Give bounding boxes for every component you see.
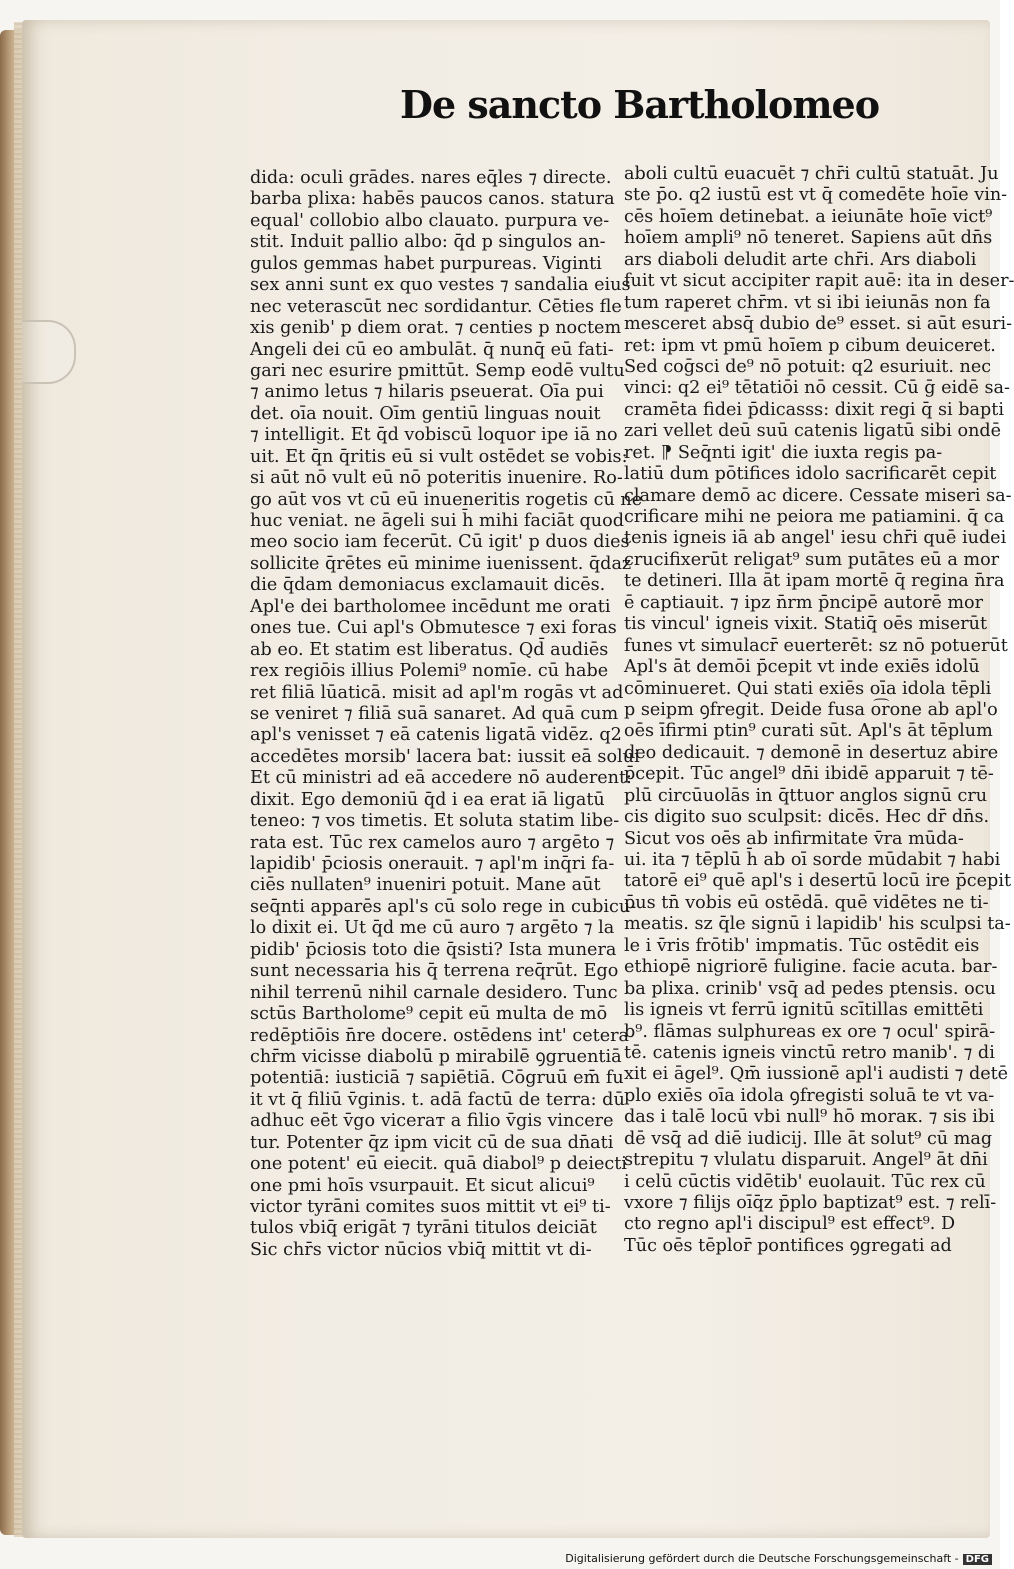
text-line: xis genib' p diem orat. ⁊ centies p noctem bbox=[250, 318, 622, 339]
text-line: teneo: ⁊ vos timetis. Et soluta statim libe‑ bbox=[250, 811, 620, 832]
text-line: lapidib' p̄ciosis onerauit. ⁊ apl'm inq̄ri fa‑ bbox=[250, 854, 615, 874]
text-line: Sed coḡsci de⁹ nō potuit: q2 esuriuit. nec bbox=[624, 356, 992, 377]
text-line: ⁊ intelligit. Et q̄d vobiscū loquor ipe iā no bbox=[250, 425, 618, 446]
text-line: p seipm ꝯfregit. Deide fusa o͡rone ab apl'o bbox=[624, 699, 998, 720]
text-line: Sic chr̄s victor nūcios vbiq̄ mittit vt di‑ bbox=[250, 1239, 592, 1260]
text-line: Apl'e dei bartholomee incēdunt me orati bbox=[250, 596, 611, 617]
text-line: uit. Et q̄n q̄ritis eū si vult ostēdet se vobis: bbox=[250, 446, 628, 467]
text-line: ethiopē nigriorē fuligine. facie acuta. bar‑ bbox=[624, 957, 998, 978]
text-line: ret filiā lūaticā. misit ad apl'm rogās vt ad bbox=[250, 682, 624, 703]
text-line: seq̄nti apparēs apl's cū solo rege in cubicu‑ bbox=[250, 896, 637, 917]
text-line: cramēta fidei p̄dicasss: dixit regi q̄ si bapti bbox=[624, 399, 1004, 420]
text-line: dē vsq̄ ad diē iudicij. Ille āt solut⁹ cū mag bbox=[624, 1128, 993, 1149]
text-line: ones tue. Cui apl's Obmutesce ⁊ exi foras bbox=[250, 618, 617, 639]
text-line: p̄cepit. Tūc angel⁹ dn̄i ibidē apparuit ⁊ tē‑ bbox=[624, 764, 994, 785]
text-line: victor tyrāni comites suos mittit vt ei⁹ ti‑ bbox=[250, 1197, 611, 1217]
text-line: chr̄m vicisse diabolū p mirabilē ꝯgruentiā bbox=[250, 1046, 622, 1067]
text-line: p̄us tn̄ vobis eū ostēdā. quē vidētes ne ti‑ bbox=[624, 892, 989, 913]
text-line: equal' collobio albo clauato. purpura ve‑ bbox=[250, 210, 610, 231]
text-line: xit ei āgel⁹. Qm̄ iussionē apl'i audisti ⁊ detē bbox=[624, 1064, 1009, 1085]
text-line: sex anni sunt ex quo vestes ⁊ sandalia eius bbox=[250, 275, 631, 296]
text-line: crificare mihi ne peiora me patiamini. q̄ ca bbox=[624, 507, 1005, 527]
text-line: stit. Induit pallio albo: q̄d p singulos an‑ bbox=[250, 232, 606, 253]
text-line: ui. ita ⁊ tēplū h̄ ab oī sorde mūdabit ⁊ habi bbox=[624, 850, 1001, 870]
text-line: strepitu ⁊ vlulatu disparuit. Angel⁹ āt dn̄i bbox=[624, 1150, 988, 1171]
text-line: meatis. sz q̄le signū i lapidib' his sculpsi ta‑ bbox=[624, 914, 1011, 935]
text-line: fuit vt sicut accipiter rapit auē: ita in deser‑ bbox=[624, 271, 1014, 292]
text-line: rex regiōis illius Polemi⁹ nomīe. cū habe bbox=[250, 661, 609, 682]
text-line: cto regno apl'i discipul⁹ est effect⁹. D bbox=[624, 1214, 956, 1235]
credit-text: Digitalisierung gefördert durch die Deutsche Forschungsgemeinschaft - bbox=[565, 1552, 959, 1565]
text-line: ab eo. Et statim est liberatus. Qd̄ audiēs bbox=[250, 639, 609, 660]
text-line: ret. ⁋ Seq̄nti igit' die iuxta regis pa‑ bbox=[624, 442, 943, 463]
text-line: ⁊ animo letus ⁊ hilaris pseuerat. Oīa pui bbox=[250, 382, 604, 403]
text-line: lis igneis vt ferrū ignitū scītillas emittēti bbox=[624, 1000, 984, 1021]
text-line: det. oīa nouit. Oīm gentiū linguas nouit bbox=[250, 403, 601, 424]
text-line: sctūs Bartholome⁹ cepit eū multa de mō bbox=[250, 1004, 608, 1025]
text-line: tatorē ei⁹ quē apl's i desertū locū ire p̄cepit bbox=[624, 871, 1012, 892]
text-line: sunt necessaria his q̄ terrena req̄rūt. Ego bbox=[250, 961, 619, 982]
digitization-credit bbox=[565, 1552, 992, 1565]
dfg-logo: DFG bbox=[963, 1554, 992, 1565]
text-line: funes vt simulacr̄ euerterēt: sz nō potuerūt bbox=[624, 635, 1008, 656]
text-line: gulos gemmas habet purpureas. Viginti bbox=[250, 253, 602, 274]
text-line: das i talē locū vbi null⁹ hō moraк. ⁊ sis ibi bbox=[624, 1107, 995, 1128]
text-line: zari vellet deū suū catenis ligatū sibi ondē bbox=[624, 421, 1002, 442]
text-line: vxore ⁊ filijs oīq̄z p̄plo baptizat⁹ est. ⁊ relī‑ bbox=[624, 1193, 997, 1213]
text-line: one potent' eū eiecit. quā diabol⁹ p deiecti bbox=[250, 1154, 627, 1175]
text-line: tulos vbiq̄ erigāt ⁊ tyrāni titulos deiciāt bbox=[250, 1218, 597, 1239]
text-line: apl's venisset ⁊ eā catenis ligatā vidēz. q2 bbox=[250, 725, 622, 746]
text-line: deo dedicauit. ⁊ demonē in desertuz abire bbox=[624, 742, 999, 763]
text-line: nec veterascūt nec sordidantur. Cēties fle bbox=[250, 296, 622, 317]
text-line: Tūc oēs tēplor̄ pontifices ꝯgregati ad bbox=[624, 1235, 952, 1256]
text-line: adhuc eēt v̄go viceraт a filio v̄gis vincere bbox=[250, 1111, 614, 1132]
text-line: potentiā: iusticiā ⁊ sapiētiā. Cōgruū em̄ fu bbox=[250, 1068, 624, 1089]
text-line: vinci: q2 ei⁹ tētatiōi nō cessit. Cū ḡ eidē sa‑ bbox=[624, 378, 1010, 399]
text-line: Sicut vos oēs ab infirmitate v̄ra mūda‑ bbox=[624, 828, 964, 849]
text-line: ars diaboli deludit arte chr̄i. Ars diaboli bbox=[624, 249, 977, 270]
text-line: se veniret ⁊ filiā suā sanaret. Ad quā cum bbox=[250, 703, 619, 724]
text-line: lo dixit ei. Ut q̄d me cū auro ⁊ argēto ⁊ la bbox=[250, 918, 615, 939]
text-line: hoīem ampli⁹ nō teneret. Sapiens aūt dn̄s bbox=[624, 228, 993, 249]
text-line: tenis igneis iā ab angel' iesu chr̄i quē iudei bbox=[624, 528, 1007, 549]
text-line: Et cū ministri ad eā accedere nō auderent: bbox=[250, 768, 632, 789]
text-line: si aūt nō vult eū nō poteritis inuenire. Ro‑ bbox=[250, 468, 623, 489]
text-line: barba plixa: habēs paucos canos. statura bbox=[250, 189, 615, 210]
text-line: huc veniat. ne āgeli sui h̄ mihi faciāt quod bbox=[250, 511, 624, 531]
text-line: crucifixerūt religat⁹ sum putātes eū a mor bbox=[624, 549, 1000, 570]
text-line: meo socio iam fecerūt. Cū igit' p duos dies bbox=[250, 532, 630, 553]
page-heading: De sancto Bartholomeo bbox=[400, 82, 880, 127]
text-line: cēs hoīem detinebat. a ieiunāte hoīe vict⁹ bbox=[624, 206, 993, 227]
text-line: one pmi hoīs vsurpauit. Et sicut alicui⁹ bbox=[250, 1175, 595, 1196]
text-line: cis digito suo sculpsit: dicēs. Hec dr̄ dn̄s. bbox=[624, 807, 990, 828]
text-line: clamare demō ac dicere. Cessate miseri sa‑ bbox=[624, 485, 1012, 506]
text-line: te detineri. Illa āt ipam mortē q̄ regina n̄ra bbox=[624, 571, 1005, 592]
text-line: cōminueret. Qui stati exiēs oīa idola tēpli bbox=[624, 678, 992, 699]
text-line: ret: ipm vt pmū hoīem p cibum deuiceret. bbox=[624, 335, 996, 356]
text-line: it vt q̄ filiū v̄ginis. t. adā factū de terra: dū bbox=[250, 1089, 625, 1110]
text-line: tis vincul' igneis vixit. Statiq̄ oēs miserūt bbox=[624, 614, 988, 635]
text-line: oēs īfirmi ptin⁹ curati sūt. Apl's āt tēplum bbox=[624, 721, 993, 742]
text-line: mesceret absq̄ dubio de⁹ esset. si aūt esuri‑ bbox=[624, 314, 1013, 335]
text-line: redēptiōis n̄re docere. ostēdens int' cetera bbox=[250, 1025, 630, 1046]
text-line: le i v̄ris frōtib' impmatis. Tūc ostēdit eis bbox=[624, 935, 980, 956]
text-line: ē captiauit. ⁊ ipz n̄rm p̄ncipē autorē mor bbox=[624, 592, 984, 613]
text-line: Angeli dei cū eo ambulāt. q̄ nunq̄ eū fati‑ bbox=[250, 339, 614, 360]
text-line: plū circūuolās in q̄ttuor anglos signū cru bbox=[624, 785, 988, 806]
text-line: tur. Potenter q̄z ipm vicit cū de sua dn̄ati bbox=[250, 1132, 614, 1153]
text-line: aboli cultū euacuēt ⁊ chr̄i cultū statuāt. Ju bbox=[624, 164, 999, 184]
text-column-right bbox=[624, 164, 1014, 1256]
text-line: dixit. Ego demoniū q̄d i ea erat iā ligatū bbox=[250, 789, 605, 810]
text-line: ste p̄o. q2 iustū est vt q̄ comedēte hoīe vin‑ bbox=[624, 185, 1008, 206]
text-line: nihil terrenū nihil carnale desidero. Tunc bbox=[250, 982, 618, 1003]
text-line: gari nec esurire pmittūt. Semp eodē vultu bbox=[250, 360, 625, 381]
text-line: plo exiēs oīa idola ꝯfregisti soluā te vt va‑ bbox=[624, 1085, 995, 1106]
text-line: rata est. Tūc rex camelos auro ⁊ argēto ⁊ bbox=[250, 832, 615, 853]
text-line: accedētes morsib' lacera bat: iussit eā solui bbox=[250, 746, 640, 767]
text-line: tum raperet chr̄m. vt si ibi ieiunās non fa bbox=[624, 292, 991, 313]
text-line: i celū cūctis vidētib' euolauit. Tūc rex cū bbox=[624, 1171, 986, 1192]
text-line: go aūt vos vt cū eū inueneritis rogetis cū ne bbox=[250, 489, 643, 510]
page-tab-marker bbox=[22, 320, 76, 384]
text-line: pidib' p̄ciosis toto die q̄sisti? Ista munera bbox=[250, 939, 617, 960]
text-line: Apl's āt demōi p̄cepit vt inde exiēs idolū bbox=[624, 657, 980, 678]
text-line: dida: oculi grādes. nares eq̄les ⁊ directe. bbox=[250, 168, 612, 188]
text-line: die q̄dam demoniacus exclamauit dicēs. bbox=[250, 575, 606, 596]
text-line: latiū dum pōtifices idolo sacrificarēt cepit bbox=[624, 464, 997, 485]
text-line: ciēs nullaten⁹ inueniri potuit. Mane aūt bbox=[250, 875, 601, 896]
text-line: b⁹. flāmas sulphureas ex ore ⁊ ocul' spirā‑ bbox=[624, 1021, 996, 1042]
text-line: ba plixa. crinib' vsq̄ ad pedes ptensis. ocu bbox=[624, 978, 996, 999]
text-column-left bbox=[250, 168, 643, 1260]
text-line: tē. catenis igneis vinctū retro manib'. ⁊ di bbox=[624, 1042, 995, 1063]
text-line: sollicite q̄rētes eū minime iuenissent. q̄daz bbox=[250, 553, 632, 574]
